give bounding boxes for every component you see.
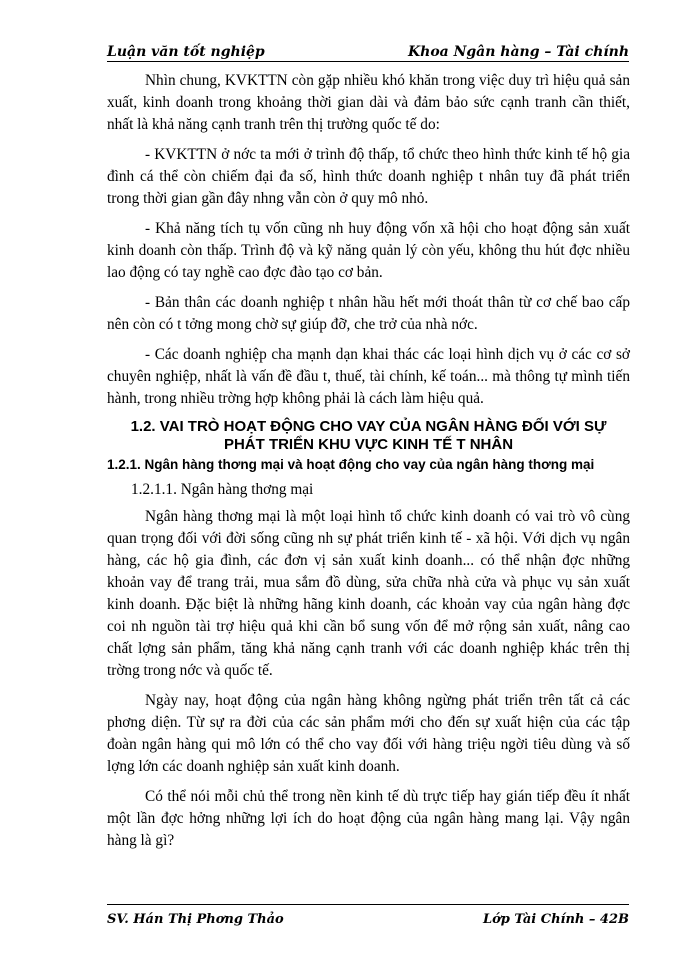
paragraph-intro: Nhìn chung, KVKTTN còn gặp nhiều khó khăn trong việc duy trì hiệu quả sản xuất, kinh doanh trong khoảng thời gian dài và đảm bảo sức cạnh tranh cần thiết, nhất là khả năng cạnh tranh trên thị trường quốc tế do: bbox=[107, 72, 630, 133]
header-rule bbox=[107, 61, 629, 62]
subsubsection-heading-1-2-1-1: 1.2.1.1. Ngân hàng thơng mại bbox=[131, 481, 314, 498]
section-heading-line-2: PHÁT TRIỂN KHU VỰC KINH TẾ T NHÂN bbox=[223, 436, 514, 453]
paragraph-bullet-1: - KVKTTN ở nớc ta mới ở trình độ thấp, tổ chức theo hình thức kinh tế hộ gia đình cá thể còn chiếm đại đa số, hình thức doanh nghiệp t nhân tuy đã phát triển trong thời gian gần đây nhng vẫn còn ở quy mô nhỏ. bbox=[107, 146, 630, 207]
paragraph-bank-definition: Ngân hàng thơng mại là một loại hình tổ chức kinh doanh có vai trò vô cùng quan trọng đối với đời sống cũng nh sự phát triển kinh tế - xã hội. Với dịch vụ ngân hàng, các hộ gia đình, các đơn vị sản xuất kinh doanh... có thể nhận đợc những khoản vay để trang trải, mua sắm đồ dùng, sửa chữa nhà cửa và phục vụ sản xuất kinh doanh. Đặc biệt là những hãng kinh doanh, các khoản vay của ngân hàng đợc coi nh nguồn tài trợ hiệu quả khi cần bổ sung vốn để mở rộng sản xuất, nâng cao chất lợng sản phẩm, tăng khả năng cạnh tranh với các doanh nghiệp khác trên thị trờng trong nớc và quốc tế. bbox=[107, 508, 630, 679]
page-header bbox=[107, 40, 629, 62]
paragraph-bank-development: Ngày nay, hoạt động của ngân hàng không ngừng phát triển trên tất cả các phơng diện. Từ sự ra đời của các sản phẩm mới cho đến sự xuất hiện của các tập đoàn ngân hàng qui mô lớn có thể cho vay đối với hàng triệu ngời tiêu dùng và số lợng lớn các doanh nghiệp sản xuất kinh doanh. bbox=[107, 692, 630, 775]
header-thesis-title: Luận văn tốt nghiệp bbox=[107, 44, 265, 60]
footer-class: Lớp Tài Chính – 42B bbox=[482, 912, 629, 927]
section-heading-1-2 bbox=[107, 418, 630, 454]
paragraph-bank-question: Có thể nói mỗi chủ thể trong nền kinh tế dù trực tiếp hay gián tiếp đều ít nhất một lần đợc hởng những lợi ích do hoạt động của ngân hàng mang lại. Vậy ngân hàng là gì? bbox=[107, 788, 630, 849]
paragraph-bullet-4: - Các doanh nghiệp cha mạnh dạn khai thác các loại hình dịch vụ ở các cơ sở chuyên nghiệp, nhất là vấn đề đầu t, thuế, tài chính, kế toán... mà thông tự mình tiến hành, trong nhiều trờng hợp không phải là cách làm hiệu quả. bbox=[107, 346, 630, 407]
section-heading-line-1: 1.2. VAI TRÒ HOẠT ĐỘNG CHO VAY CỦA NGÂN HÀNG ĐỐI VỚI SỰ bbox=[130, 418, 607, 435]
footer-rule bbox=[107, 904, 629, 905]
subsection-heading-1-2-1: 1.2.1. Ngân hàng thơng mại và hoạt động cho vay của ngân hàng thơng mại bbox=[107, 457, 595, 472]
paragraph-bullet-3: - Bản thân các doanh nghiệp t nhân hầu hết mới thoát thân từ cơ chế bao cấp nên còn có t tởng mong chờ sự giúp đỡ, che trở của nhà nớc. bbox=[107, 294, 630, 333]
footer-author: SV. Hán Thị Phơng Thảo bbox=[107, 912, 284, 927]
paragraph-bullet-2: - Khả năng tích tụ vốn cũng nh huy động vốn xã hội cho hoạt động sản xuất kinh doanh còn thấp. Trình độ và kỹ năng quản lý còn yếu, không thu hút đợc nhiều lao động có tay nghề cao đợc đào tạo cơ bản. bbox=[107, 220, 630, 281]
header-faculty: Khoa Ngân hàng – Tài chính bbox=[407, 44, 629, 60]
document-body bbox=[107, 70, 630, 860]
page-footer bbox=[107, 910, 629, 932]
